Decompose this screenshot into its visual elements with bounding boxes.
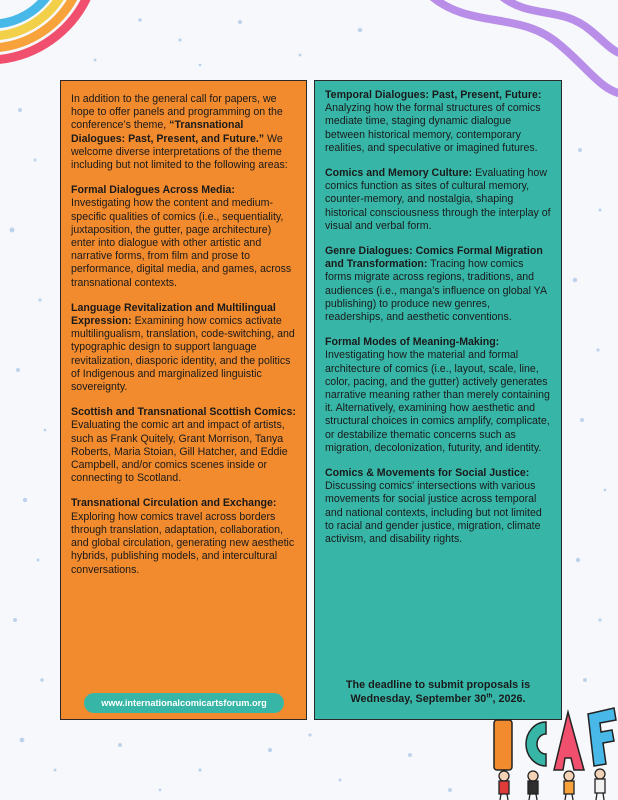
logo-letter-c [526, 722, 546, 766]
topic-heading: Formal Dialogues Across Media: [71, 184, 235, 197]
deadline-ordinal: th [486, 692, 493, 700]
icaf-logo-illustration [488, 700, 618, 800]
topic-language-revitalization [71, 302, 296, 394]
topic-heading: Language Revitalization and Multilingual Expression: [71, 301, 276, 328]
topic-body: Investigating how the content and medium-specific qualities of comics (i.e., sequentiality, juxtaposition, the gutter, page architecture) enter into dialogue with other artistic and narrative forms, from film and prose to performance, digital media, and games, across transnational contexts. [71, 197, 292, 289]
topic-social-justice [325, 467, 551, 546]
topic-heading: Comics and Memory Culture: [325, 167, 473, 180]
topic-formal-dialogues [71, 184, 296, 290]
topic-body: Examining how comics activate multilingualism, translation, code-switching, and typographic design to support language revitalization, diasporic identity, and the politics of Indigenous and marginalized linguistic sovereignty. [71, 315, 295, 394]
topic-memory-culture [325, 167, 551, 233]
topic-temporal-dialogues [325, 89, 551, 155]
topic-heading: Transnational Circulation and Exchange: [71, 497, 277, 510]
topic-transnational-circulation [71, 497, 296, 576]
rainbow-arc [0, 0, 90, 60]
logo-letter-i [494, 720, 512, 770]
right-content-panel [314, 80, 562, 720]
topic-body: Discussing comics' intersections with various movements for social justice across temporal and national contexts, including but not limited to racial and gender justice, migration, climate activism, and disability rights. [325, 480, 542, 546]
topic-heading: Temporal Dialogues: Past, Present, Future: [325, 89, 542, 101]
conference-theme: “Transnational Dialogues: Past, Present, and Future.” [71, 119, 265, 145]
deadline-year: , 2026. [492, 693, 526, 705]
topic-heading: Comics & Movements for Social Justice: [325, 467, 530, 480]
logo-figures [499, 769, 605, 800]
website-link[interactable]: www.internationalcomicartsforum.org [84, 693, 284, 713]
topic-body: Investigating how the material and formal architecture of comics (i.e., layout, scale, line, color, pacing, and the gutter) actively generates narrative meaning rather than merely containing it. Alternatively, examining how aesthetic and structural choices in comics amplify, complicate, or destabilize thematic concerns such as migration, decolonization, futurity, and identity. [325, 349, 550, 454]
topic-genre-dialogues [325, 245, 551, 324]
topic-body: Evaluating how comics function as sites of cultural memory, counter-memory, and nostalgia, shaping historical consciousness through the interplay of visual and verbal form. [325, 167, 551, 232]
left-content-panel [60, 80, 307, 720]
logo-letter-a [554, 712, 584, 770]
topic-heading: Scottish and Transnational Scottish Comics: [71, 406, 296, 419]
topic-body: Analyzing how the formal structures of comics mediate time, staging dynamic dialogue between historical memory, contemporary realities, and speculative or imagined futures. [325, 102, 541, 154]
logo-letter-f [588, 708, 616, 766]
topic-body: Exploring how comics travel across borders through translation, adaptation, collaboration, and global circulation, generating new aesthetic hybrids, publishing models, and intercultural conversations. [71, 510, 295, 576]
deadline-line-1: The deadline to submit proposals is [345, 679, 531, 691]
intro-paragraph [71, 93, 296, 172]
deadline-date: Wednesday, September 30 [350, 693, 487, 705]
intro-text: In addition to the general call for papers, we hope to offer panels and programming on the conference’s theme, [71, 93, 283, 132]
topic-heading: Formal Modes of Meaning-Making: [325, 336, 500, 349]
topic-meaning-making [325, 336, 551, 455]
intro-text-end: We welcome diverse interpretations of the theme including but not limited to the following areas: [71, 132, 288, 172]
topic-body: Evaluating the comic art and impact of artists, such as Frank Quitely, Grant Morrison, Tanya Roberts, Maria Stoian, Gill Hatcher, and Eddie Campbell, and/or comics scenes inside or connecting to Scotland. [71, 419, 288, 485]
topic-body: Tracing how comics forms migrate across regions, traditions, and audiences (i.e., manga’s influence on global YA publishing) to produce new genres, readerships, and aesthetic conventions. [325, 258, 547, 324]
topic-scottish-comics [71, 406, 296, 485]
topic-heading: Genre Dialogues: Comics Formal Migration and Transformation: [325, 245, 543, 271]
